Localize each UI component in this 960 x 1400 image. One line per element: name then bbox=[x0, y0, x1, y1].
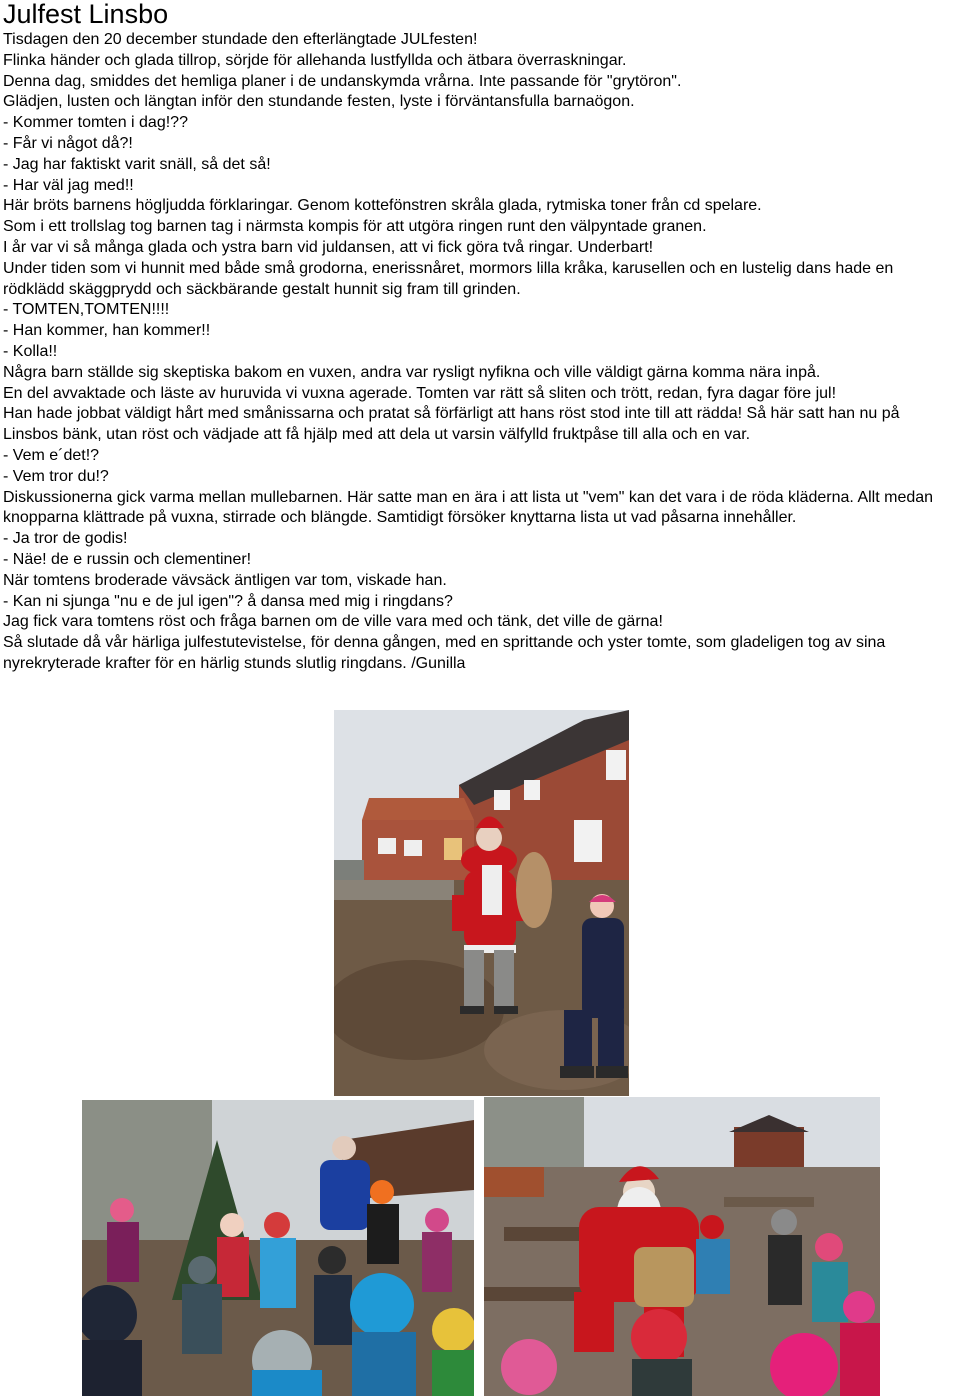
dialogue-line: - Vem e´det!? bbox=[3, 446, 100, 464]
paragraph: Jag fick vara tomtens röst och fråga barnen om de ville vara med och tänk, det ville de gärna! bbox=[3, 613, 663, 631]
paragraph: Denna dag, smiddes det hemliga planer i de undanskymda vrårna. Inte passande för "grytöron". bbox=[3, 72, 682, 90]
dialogue-line: - Får vi något då?! bbox=[3, 134, 133, 152]
dialogue-line: - Jag har faktiskt varit snäll, så det så! bbox=[3, 155, 271, 173]
dialogue-line: - Kolla!! bbox=[3, 342, 58, 360]
paragraph: Som i ett trollslag tog barnen tag i närmsta kompis för att utgöra ringen runt den välpyntade granen. bbox=[3, 218, 707, 236]
photo-santa-on-bench bbox=[484, 1097, 880, 1396]
dialogue-line: - Näe! de e russin och clementiner! bbox=[3, 550, 252, 568]
dialogue-line: - Kommer tomten i dag!?? bbox=[3, 114, 188, 132]
paragraph: Diskussionerna gick varma mellan mullebarnen. Här satte man en ära i att lista ut "vem" kan det vara i de röda kläderna. Allt medan knopparna klättrade på vuxna, stirrade och blängde. Samtidigt försöker knyttarna lista ut vad påsarna innehåller. bbox=[3, 488, 934, 527]
dialogue-line: - Ja tror de godis! bbox=[3, 530, 128, 548]
paragraph: Här bröts barnens högljudda förklaringar. Genom kottefönstren skråla glada, rytmiska toner från cd spelare. bbox=[3, 197, 762, 215]
paragraph: Glädjen, lusten och längtan inför den stundande festen, lyste i förväntansfulla barnaögon. bbox=[3, 93, 635, 111]
paragraph: Så slutade då vår härliga julfestutevistelse, för denna gången, med en sprittande och yster tomte, som gladeligen tog av sina nyrekryterade krafter för en härlig stunds slutlig ringdans. /Gunilla bbox=[3, 634, 886, 672]
paragraph: Under tiden som vi hunnit med både små grodorna, enerissnåret, mormors lilla kråka, karusellen och en lustelig dans hade en rödklädd skäggprydd och säckbärande gestalt hunnit sig fram till grinden. bbox=[3, 259, 894, 298]
dialogue-line: - Han kommer, han kommer!! bbox=[3, 322, 211, 340]
article-body bbox=[3, 30, 958, 675]
paragraph: När tomtens broderade vävsäck äntligen var tom, viskade han. bbox=[3, 571, 447, 589]
dialogue-line: - Har väl jag med!! bbox=[3, 176, 134, 194]
dialogue-line: - Kan ni sjunga "nu e de jul igen"? å dansa med mig i ringdans? bbox=[3, 592, 453, 610]
paragraph: Flinka händer och glada tillrop, sörjde för allehanda lustfyllda och ätbara överraskningar. bbox=[3, 51, 627, 69]
paragraph: Några barn ställde sig skeptiska bakom en vuxen, andra var rysligt nyfikna och ville väldigt gärna komma nära inpå. bbox=[3, 363, 821, 381]
paragraph: I år var vi så många glada och ystra barn vid juldansen, att vi fick göra två ringar. Underbart! bbox=[3, 238, 654, 256]
dialogue-line: - TOMTEN,TOMTEN!!!! bbox=[3, 301, 170, 319]
dialogue-line: - Vem tror du!? bbox=[3, 467, 109, 485]
paragraph: Tisdagen den 20 december stundade den efterlängtade JULfesten! bbox=[3, 31, 478, 48]
page-title: Julfest Linsbo bbox=[3, 0, 169, 29]
photo-children-around-tree bbox=[82, 1100, 474, 1396]
paragraph: Han hade jobbat väldigt hårt med smånissarna och pratat så förfärligt att hans röst stod inte till att rädda! Så här satt han nu på Linsbos bänk, utan röst och vädjade att få hjälp med att dela ut varsin välfylld fruktpåse till alla och en var. bbox=[3, 405, 900, 444]
paragraph: En del avvaktade och läste av huruvida vi vuxna agerade. Tomten var rätt så sliten och trött, redan, fyra dagar före jul! bbox=[3, 384, 837, 402]
photo-santa-by-building bbox=[334, 710, 629, 1096]
